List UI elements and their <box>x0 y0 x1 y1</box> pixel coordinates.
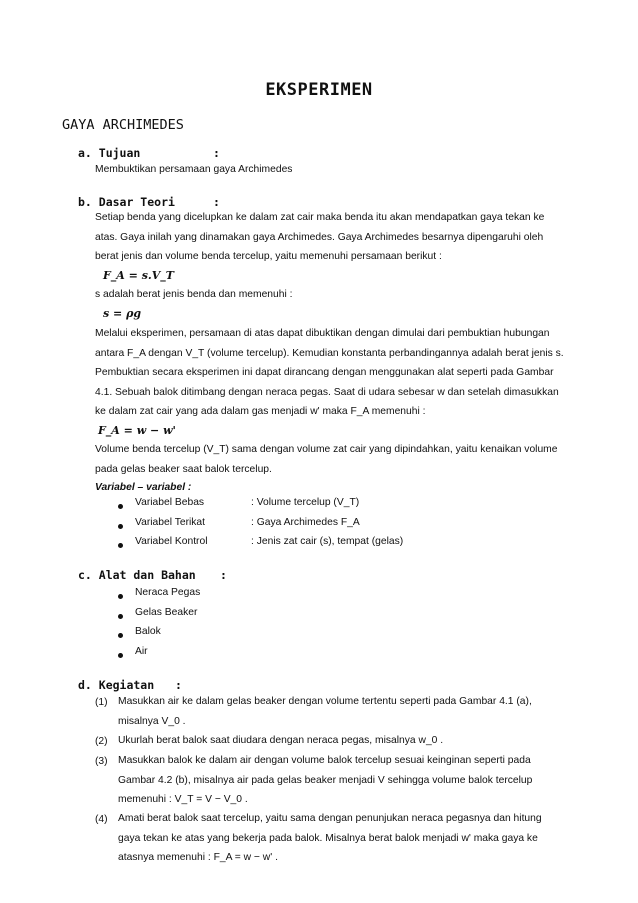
equation-buoyancy <box>98 421 588 442</box>
section-a-text: Membuktikan persamaan gaya Archimedes <box>95 164 293 175</box>
bullet-icon <box>118 504 123 509</box>
step-number: (2) <box>95 736 108 747</box>
b-p2-line: Pembuktian secara eksperimen ini dapat dirancang dengan menggunakan alat seperti pada Gambar <box>95 367 554 378</box>
variable-value: : Gaya Archimedes F_A <box>251 517 360 528</box>
step-line: atasnya memenuhi : F_A = w − w' . <box>118 852 278 863</box>
section-d-heading <box>78 678 182 692</box>
step-line: Ukurlah berat balok saat diudara dengan neraca pegas, misalnya w_0 . <box>118 735 444 746</box>
section-b-colon: : <box>213 195 220 209</box>
equation-buoyancy-text: F_A = w − w' <box>98 424 176 437</box>
variabel-heading: Variabel – variabel : <box>95 482 192 493</box>
bullet-icon <box>118 594 123 599</box>
b-p3-line: Volume benda tercelup (V_T) sama dengan volume zat cair yang dipindahkan, yaitu kenaikan volume <box>95 444 558 455</box>
bullet-icon <box>118 653 123 658</box>
equation-density <box>103 304 593 325</box>
section-b-paragraph-2 <box>95 324 585 422</box>
equation-archimedes-text: F_A = s.V_T <box>103 269 174 282</box>
section-a-colon: : <box>213 146 220 160</box>
bullet-icon <box>118 524 123 529</box>
variable-value: : Volume tercelup (V_T) <box>251 497 360 508</box>
material-label: Neraca Pegas <box>135 587 201 598</box>
step-text <box>118 751 532 810</box>
section-d-colon: : <box>175 678 182 692</box>
step-line: Amati berat balok saat tercelup, yaitu sama dengan penunjukan neraca pegasnya dan hitung <box>118 813 542 824</box>
b-p1-line: Setiap benda yang dicelupkan ke dalam zat cair maka benda itu akan mendapatkan gaya tekan ke <box>95 212 545 223</box>
step-text <box>118 731 443 751</box>
equation-density-text: s = ρg <box>103 307 142 320</box>
b-p3-line: pada gelas beaker saat balok tercelup. <box>95 463 272 475</box>
step-line: Masukkan balok ke dalam air dengan volume balok tercelup sesuai keinginan seperti pada <box>118 755 531 766</box>
section-a-label: a. Tujuan <box>78 146 141 160</box>
step-number: (4) <box>95 814 108 825</box>
variable-name: Variabel Bebas <box>135 497 205 508</box>
b-p2-line: antara F_A dengan V_T (volume tercelup). Kemudian konstanta perbandingannya adalah berat jenis s. <box>95 347 564 359</box>
step-text <box>118 809 542 868</box>
material-label: Balok <box>135 626 161 637</box>
section-c-heading <box>78 568 227 582</box>
b-p1-line: berat jenis dan volume benda tercelup, yaitu memenuhi persamaan berikut : <box>95 251 442 262</box>
section-b-paragraph-3 <box>95 440 585 479</box>
section-b-paragraph-1 <box>95 208 585 267</box>
bullet-icon <box>118 543 123 548</box>
b-p2-line: 4.1. Sebuah balok ditimbang dengan neraca pegas. Saat di udara sebesar w dan setelah dimasukkan <box>95 386 559 398</box>
page-title: EKSPERIMEN <box>265 80 373 100</box>
step-line: Masukkan air ke dalam gelas beaker dengan volume tertentu seperti pada Gambar 4.1 (a), <box>118 696 532 707</box>
step-number: (1) <box>95 697 108 708</box>
equation-archimedes <box>103 266 593 287</box>
page-subtitle: GAYA ARCHIMEDES <box>62 117 184 133</box>
step-text <box>118 692 532 731</box>
variable-value: : Jenis zat cair (s), tempat (gelas) <box>251 536 404 547</box>
section-c-label: c. Alat dan Bahan <box>78 568 196 582</box>
step-line: memenuhi : V_T = V − V_0 . <box>118 794 248 805</box>
step-line: gaya tekan ke atas yang bekerja pada balok. Misalnya berat balok menjadi w' maka gaya ke <box>118 832 538 844</box>
b-p1-line: atas. Gaya inilah yang dinamakan gaya Archimedes. Gaya Archimedes besarnya dipengaruhi oleh <box>95 231 544 243</box>
variable-name: Variabel Kontrol <box>135 536 208 547</box>
section-b-label: b. Dasar Teori <box>78 195 175 209</box>
section-b-heading <box>78 195 220 209</box>
step-line: misalnya V_0 . <box>118 715 186 727</box>
s-definition-line: s adalah berat jenis benda dan memenuhi : <box>95 289 293 300</box>
step-line: Gambar 4.2 (b), misalnya air pada gelas beaker menjadi V sehingga volume balok tercelup <box>118 774 533 786</box>
section-d-label: d. Kegiatan <box>78 678 155 692</box>
material-label: Gelas Beaker <box>135 607 198 618</box>
b-p2-line: ke dalam zat cair yang ada dalam gas menjadi w' maka F_A memenuhi : <box>95 406 426 417</box>
section-c-colon: : <box>220 568 227 582</box>
variable-name: Variabel Terikat <box>135 517 206 528</box>
b-p2-line: Melalui eksperimen, persamaan di atas dapat dibuktikan dengan dimulai dari pembuktian hubungan <box>95 328 550 339</box>
bullet-icon <box>118 633 123 638</box>
step-number: (3) <box>95 756 108 767</box>
section-a-heading <box>78 146 220 160</box>
material-label: Air <box>135 646 148 657</box>
bullet-icon <box>118 614 123 619</box>
